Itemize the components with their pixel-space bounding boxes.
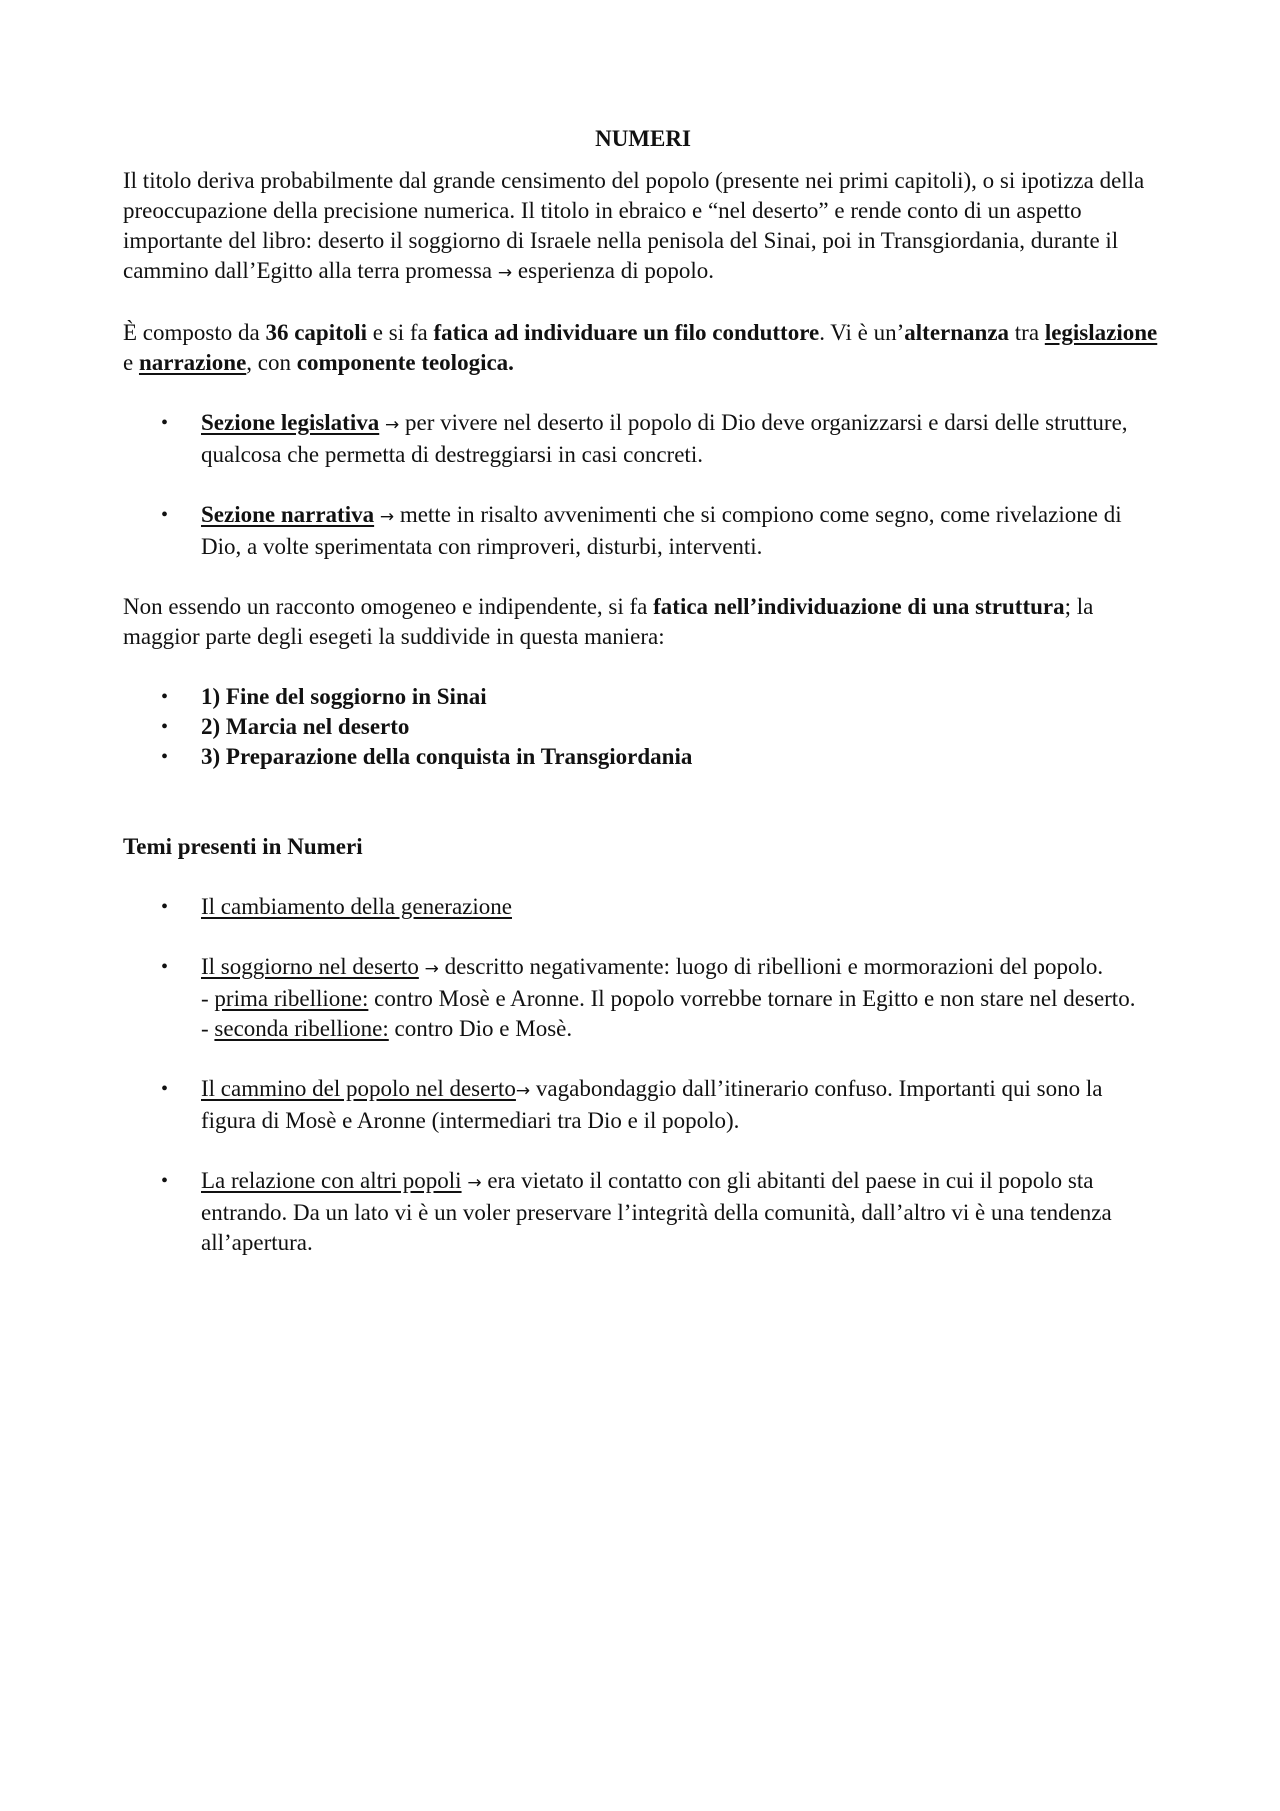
themes-heading: Temi presenti in Numeri (123, 834, 363, 859)
theme-text: era vietato il contatto con gli abitanti del paese in cui il popolo sta entrando. Da un lato vi è un voler preservare l’integrità della comunità, dall’altro vi è una tendenza all’apertura. (201, 1168, 1112, 1255)
text-run: , con (246, 350, 297, 375)
bullet-icon: • (161, 1078, 169, 1100)
arrow-icon: → (424, 959, 439, 979)
section-label: Sezione narrativa (201, 502, 375, 527)
arrow-icon: → (515, 1081, 531, 1101)
text-run: tra (1009, 320, 1045, 345)
list-item: • Il soggiorno nel deserto → descritto negativamente: luogo di ribellioni e mormorazioni del popolo. - prima ribellione: contro Mosè e Aronne. Il popolo vorrebbe tornare in Egitto e non stare nel deserto. - seconda ribellione: contro Dio e Mosè. (161, 954, 1136, 1041)
theme-text: descritto negativamente: luogo di ribellioni e mormorazioni del popolo. (444, 954, 1104, 979)
bold-run: fatica nell’individuazione di una struttura (653, 594, 1065, 619)
composition-paragraph (123, 318, 1163, 378)
bold-run: fatica ad individuare un filo conduttore (433, 320, 820, 345)
theme-text: vagabondaggio dall’itinerario confuso. Importanti qui sono la figura di Mosè e Aronne (intermediari tra Dio e il popolo). (201, 1076, 1103, 1133)
themes-list (123, 892, 1163, 1258)
part-label: 1) Fine del soggiorno in Sinai (201, 684, 487, 709)
intro-paragraph (123, 166, 1163, 288)
bullet-icon: • (161, 686, 169, 708)
theme-label: Il cambiamento della generazione (201, 894, 512, 919)
document-title: NUMERI (595, 126, 691, 151)
list-item (123, 712, 1163, 742)
theme-label: Il soggiorno nel deserto (201, 954, 419, 979)
list-item (123, 1074, 1163, 1136)
bold-run: 36 capitoli (265, 320, 368, 345)
bullet-icon: • (161, 1170, 169, 1192)
parts-list (123, 682, 1163, 772)
list-item (123, 742, 1163, 772)
section-text: mette in risalto avvenimenti che si compiono come segno, come rivelazione di Dio, a volte sperimentata con rimproveri, disturbi, interventi. (201, 502, 1122, 559)
part-label: 3) Preparazione della conquista in Transgiordania (201, 744, 693, 769)
intro-text: Il titolo deriva probabilmente dal grande censimento del popolo (presente nei primi capitoli), o si ipotizza della preoccupazione della precisione numerica. Il titolo in ebraico e “nel deserto” e rende conto di un aspetto importante del libro: deserto il soggiorno di Israele nella penisola del Sinai, poi in Transgiordania, durante il cammino dall’Egitto alla terra promessa (123, 168, 1145, 283)
list-item (123, 1166, 1163, 1258)
section-text: per vivere nel deserto il popolo di Dio deve organizzarsi e darsi delle strutture, qualcosa che permetta di destreggiarsi in casi concreti. (201, 410, 1128, 467)
rebellion-text: contro Dio e Mosè. (388, 1016, 573, 1041)
rebellion-text: contro Mosè e Aronne. Il popolo vorrebbe tornare in Egitto e non stare nel deserto. (368, 986, 1136, 1011)
bullet-icon: • (161, 504, 169, 526)
text-run: e si fa (367, 320, 434, 345)
rebellion-label: prima ribellione: (214, 986, 369, 1011)
bullet-icon: • (161, 896, 169, 918)
arrow-icon: → (467, 1173, 482, 1193)
theme-label: Il cammino del popolo nel deserto (201, 1076, 516, 1101)
arrow-icon: → (497, 263, 513, 283)
rebellion-label: seconda ribellione: (214, 1016, 389, 1041)
bold-run: componente teologica. (296, 350, 514, 375)
list-item (123, 500, 1163, 562)
list-item (123, 682, 1163, 712)
intro-tail: esperienza di popolo. (517, 258, 714, 283)
sections-list (123, 408, 1163, 562)
text-run: Non essendo un racconto omogeneo e indipendente, si fa (123, 594, 654, 619)
theme-label: La relazione con altri popoli (201, 1168, 462, 1193)
underlined-bold-run: legislazione (1044, 320, 1158, 345)
text-run: e (123, 350, 139, 375)
bullet-icon: • (161, 716, 169, 738)
underlined-bold-run: narrazione (138, 350, 247, 375)
bullet-icon: • (161, 956, 169, 978)
bold-run: alternanza (904, 320, 1010, 345)
document-page (123, 124, 1163, 1288)
structure-paragraph (123, 592, 1163, 652)
arrow-icon: → (379, 507, 395, 527)
text-run: ; la maggior parte degli esegeti la suddivide in questa maniera: (123, 594, 1094, 649)
part-label: 2) Marcia nel deserto (201, 714, 410, 739)
bullet-icon: • (161, 412, 169, 434)
bullet-icon: • (161, 746, 169, 768)
text-run: . Vi è un’ (819, 320, 905, 345)
list-item (123, 892, 1163, 922)
text-run: È composto da (123, 320, 266, 345)
section-label: Sezione legislativa (201, 410, 380, 435)
list-item (123, 408, 1163, 470)
arrow-icon: → (384, 415, 400, 435)
